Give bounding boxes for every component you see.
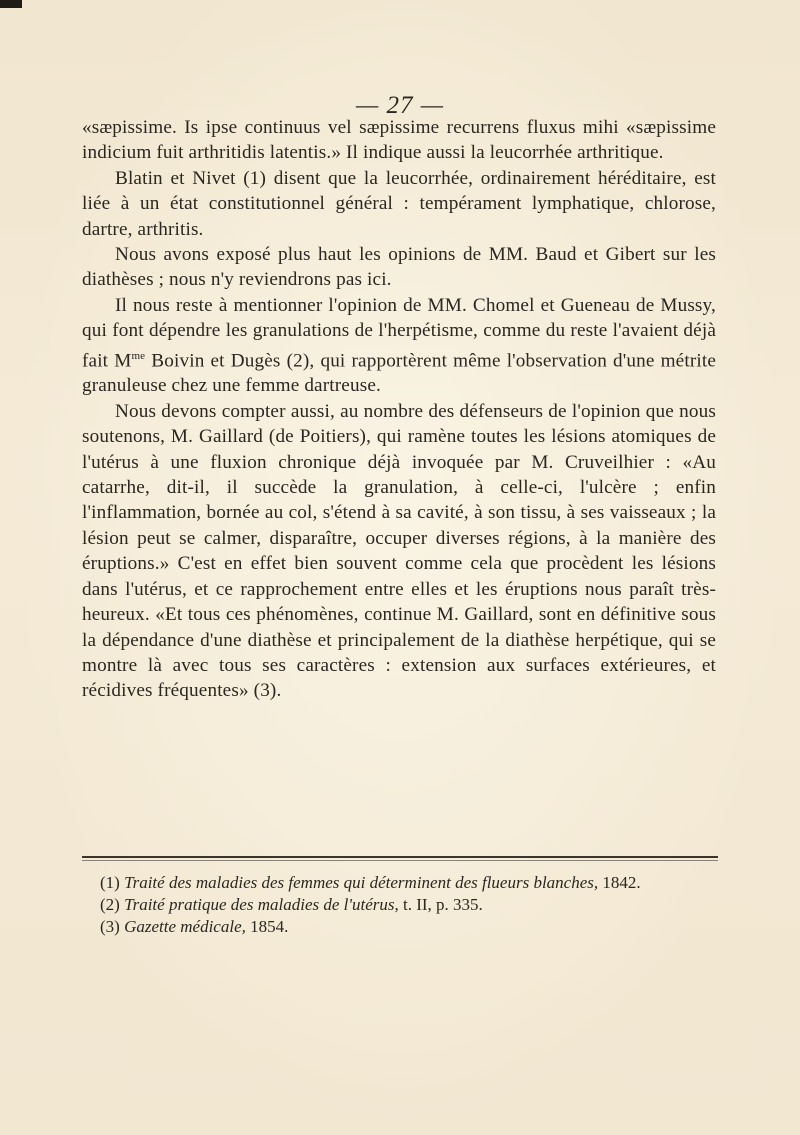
footnote-2 bbox=[100, 894, 720, 916]
footnote-separator-rule-thin bbox=[82, 860, 718, 861]
scan-corner-mark bbox=[0, 0, 22, 8]
footnote-1 bbox=[100, 872, 720, 894]
footnote-1-number: (1) bbox=[100, 873, 120, 892]
paragraph-2: Blatin et Nivet (1) disent que la leucorrhée, ordinairement héréditaire, est liée à un état constitutionnel général : tempérament lymphatique, chlorose, dartre, arthritis. bbox=[82, 167, 716, 240]
footnote-2-number: (2) bbox=[100, 894, 120, 914]
footnote-3 bbox=[100, 916, 720, 938]
paragraph-4-text-a: Il nous reste à mentionner l'opinion de MM. Chomel et Gueneau de Mussy, qui font dépendre les granulations de l'herpétisme, comme du reste l'avaient déjà fait M bbox=[82, 294, 716, 372]
footnote-separator-rule bbox=[82, 856, 718, 858]
paragraph-4 bbox=[82, 293, 716, 399]
footnote-1-rest: 1842. bbox=[598, 873, 641, 892]
footnote-2-rest: t. II, p. 335. bbox=[398, 894, 483, 914]
paragraph-3: Nous avons exposé plus haut les opinions de MM. Baud et Gibert sur les diathèses ; nous n'y reviendrons pas ici. bbox=[82, 244, 716, 291]
footnotes bbox=[100, 872, 720, 937]
paragraph-1: «sæpissime. Is ipse continuus vel sæpissime recurrens fluxus mihi «sæpissime indicium fuit arthritidis latentis.» Il indique aussi la leucorrhée arthritique. bbox=[82, 117, 716, 164]
paragraph-4-text-b: Boivin et Dugès (2), qui rapportèrent même l'observation d'une métrite granuleuse chez une femme dartreuse. bbox=[82, 350, 717, 397]
footnote-3-rest: 1854. bbox=[245, 916, 289, 936]
page-number: — 27 — bbox=[356, 92, 444, 119]
paragraph-5: Nous devons compter aussi, au nombre des défenseurs de l'opinion que nous soutenons, M. Gaillard (de Poitiers), qui ramène toutes les lésions atomiques de l'utérus à une fluxion chronique déjà invoquée par M. Cruveilhier : «Au catarrhe, dit-il, il succède la granulation, à celle-ci, l'ulcère ; enfin l'inflammation, bornée au col, s'étend à sa cavité, à son tissu, à ses vaisseaux ; la lésion peut se calmer, disparaître, occuper diverses régions, à la manière des éruptions.» C'est en effet bien souvent comme cela que procèdent les lésions dans l'utérus, et ce rapprochement entre elles et les éruptions nous paraît très-heureux. «Et tous ces phénomènes, continue M. Gaillard, sont en définitive sous la dépendance d'une diathèse et principalement de la diathèse herpétique, qui se montre là avec tous ses caractères : extension aux surfaces extérieures, et récidives fréquentes» (3). bbox=[82, 400, 716, 702]
footnote-3-number: (3) bbox=[100, 916, 120, 936]
footnote-2-title: Traité pratique des maladies de l'utérus, bbox=[124, 894, 399, 914]
footnote-1-title: Traité des maladies des femmes qui déterminent des flueurs blanches, bbox=[124, 873, 599, 892]
paragraph-4-superscript: me bbox=[131, 349, 146, 362]
body-text bbox=[82, 115, 716, 704]
footnote-3-title: Gazette médicale, bbox=[124, 916, 246, 936]
